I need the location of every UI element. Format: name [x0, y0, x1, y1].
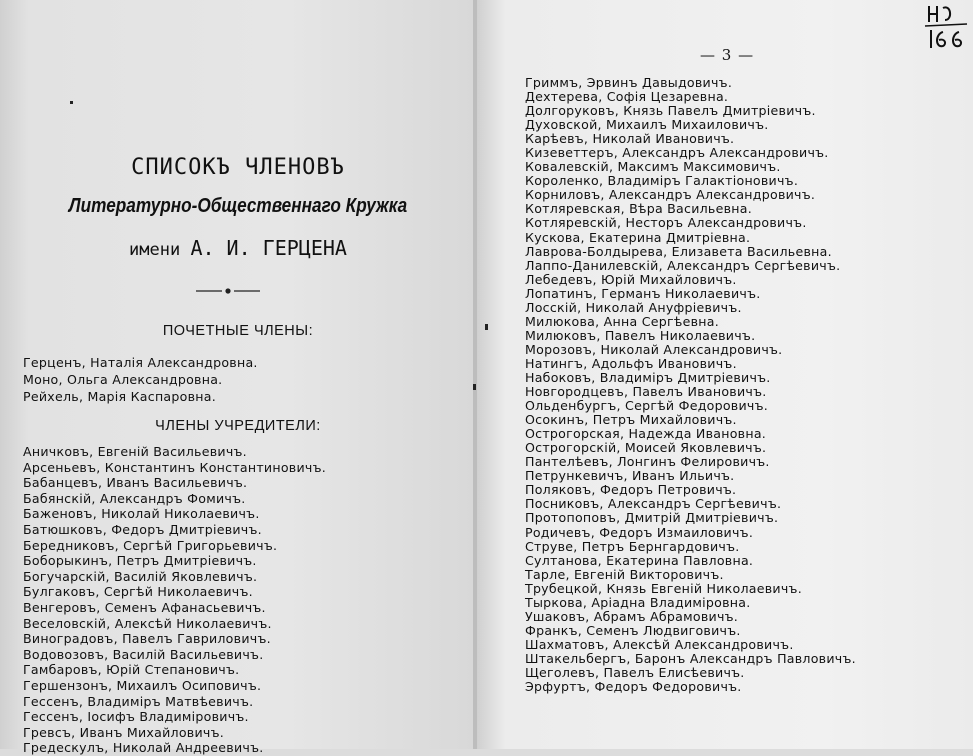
document-title: СПИСОКЪ ЧЛЕНОВЪ — [131, 155, 345, 180]
speck-mark — [70, 101, 73, 104]
founder-entry: Гессенъ, Владиміръ Матвѣевичъ. — [23, 693, 254, 709]
member-entry: Милюковъ, Павелъ Николаевичъ. — [525, 327, 756, 343]
honorary-members-list — [23, 354, 258, 405]
member-entry: Штакельбергъ, Баронъ Александръ Павловичъ. — [525, 650, 856, 666]
honorary-member-entry: Моно, Ольга Александровна. — [23, 372, 223, 387]
member-entry: Протопоповъ, Дмитрій Дмитріевичъ. — [525, 510, 779, 526]
member-entry: Щеголевъ, Павелъ Елисѣевичъ. — [525, 664, 745, 680]
member-entry: Поляковъ, Федоръ Петровичъ. — [525, 482, 737, 498]
member-entry: Эрфуртъ, Федоръ Федоровичъ. — [525, 679, 742, 695]
member-entry: Котляревскій, Несторъ Александровичъ. — [525, 215, 807, 231]
document-subtitle: Литературно-Общественнаго Кружка — [68, 195, 408, 217]
member-entry: Острогорскій, Моисей Яковлевичъ. — [525, 440, 767, 456]
member-entry: Посниковъ, Александръ Сергѣевичъ. — [525, 496, 782, 512]
member-entry: Короленко, Владиміръ Галактіоновичъ. — [525, 173, 799, 189]
member-entry: Пантелѣевъ, Лонгинъ Фелировичъ. — [525, 454, 770, 470]
member-entry: Петрункевичъ, Иванъ Ильичъ. — [525, 468, 735, 484]
member-entry: Натингъ, Адольфъ Ивановичъ. — [525, 355, 737, 371]
member-entry: Долгоруковъ, Князь Павелъ Дмитріевичъ. — [525, 103, 816, 119]
founder-entry: Гревсъ, Иванъ Михайловичъ. — [23, 724, 224, 740]
member-entry: Морозовъ, Николай Александровичъ. — [525, 341, 783, 357]
honorary-members-heading: ПОЧЕТНЫЕ ЧЛЕНЫ: — [162, 323, 314, 339]
member-entry: Струве, Петръ Бернгардовичъ. — [525, 538, 740, 554]
member-entry: Карѣевъ, Николай Ивановичъ. — [525, 131, 735, 147]
member-entry: Новгородцевъ, Павелъ Ивановичъ. — [525, 384, 767, 400]
member-entry: Кускова, Екатерина Дмитріевна. — [525, 229, 751, 245]
founder-entry: Венгеровъ, Семенъ Афанасьевичъ. — [23, 599, 266, 615]
founder-entry: Бабанцевъ, Иванъ Васильевичъ. — [23, 475, 248, 491]
dedication-name: А. И. ГЕРЦЕНА — [190, 236, 347, 260]
founders-list — [23, 444, 326, 756]
member-entry: Гриммъ, Эрвинъ Давыдовичъ. — [525, 75, 733, 90]
founder-entry: Гамбаровъ, Юрій Степановичъ. — [23, 662, 240, 678]
member-entry: Набоковъ, Владиміръ Дмитріевичъ. — [525, 369, 771, 385]
document-dedication — [0, 236, 476, 260]
shelf-mark-handwritten — [923, 2, 969, 50]
founder-entry: Бабянскій, Александръ Фомичъ. — [23, 490, 246, 506]
members-list — [525, 76, 856, 694]
dedication-prefix: имени — [129, 240, 181, 260]
founder-entry: Булгаковъ, Сергѣй Николаевичъ. — [23, 584, 253, 600]
speck-mark — [485, 324, 488, 330]
founder-entry: Бередниковъ, Сергѣй Григорьевичъ. — [23, 537, 278, 553]
founder-entry: Аничковъ, Евгеній Васильевичъ. — [23, 444, 247, 459]
member-entry: Лопатинъ, Германъ Николаевичъ. — [525, 285, 761, 301]
member-entry: Кизеветтеръ, Александръ Александровичъ. — [525, 145, 829, 161]
member-entry: Корниловъ, Александръ Александровичъ. — [525, 187, 816, 203]
member-entry: Дехтерева, Софія Цезаревна. — [525, 89, 729, 105]
member-entry: Тарле, Евгеній Викторовичъ. — [525, 566, 724, 582]
member-entry: Милюкова, Анна Сергѣевна. — [525, 313, 719, 329]
member-entry: Трубецкой, Князь Евгеній Николаевичъ. — [525, 580, 802, 596]
member-entry: Лосскій, Николай Ануфріевичъ. — [525, 299, 742, 315]
founder-entry: Батюшковъ, Федоръ Дмитріевичъ. — [23, 521, 262, 537]
founder-entry: Гессенъ, Іосифъ Владиміровичъ. — [23, 709, 249, 725]
member-entry: Султанова, Екатерина Павловна. — [525, 552, 754, 568]
member-entry: Лебедевъ, Юрій Михайловичъ. — [525, 271, 737, 287]
member-entry: Ушаковъ, Абрамъ Абрамовичъ. — [525, 608, 739, 624]
founder-entry: Арсеньевъ, Константинъ Константиновичъ. — [23, 459, 327, 475]
member-entry: Духовской, Михаилъ Михаиловичъ. — [525, 117, 769, 133]
founder-entry: Боборыкинъ, Петръ Дмитріевичъ. — [23, 553, 257, 569]
member-entry: Ковалевскій, Максимъ Максимовичъ. — [525, 159, 781, 175]
member-entry: Острогорская, Надежда Ивановна. — [525, 426, 767, 442]
honorary-member-entry: Герценъ, Наталія Александровна. — [23, 355, 258, 370]
member-entry: Лаврова-Болдырева, Елизавета Васильевна. — [525, 243, 832, 259]
honorary-member-entry: Рейхель, Марія Каспаровна. — [23, 389, 216, 404]
ornament-divider-icon — [196, 287, 260, 295]
member-entry: Лаппо-Данилевскій, Александръ Сергѣевичъ. — [525, 257, 841, 273]
founder-entry: Веселовскій, Алексѣй Николаевичъ. — [23, 615, 272, 631]
founder-entry: Гершензонъ, Михаилъ Осиповичъ. — [23, 677, 262, 693]
member-entry: Шахматовъ, Алексѣй Александровичъ. — [525, 636, 794, 652]
member-entry: Родичевъ, Федоръ Измаиловичъ. — [525, 524, 754, 540]
member-entry: Ольденбургъ, Сергѣй Федоровичъ. — [525, 398, 769, 414]
founder-entry: Баженовъ, Николай Николаевичъ. — [23, 506, 260, 522]
page-number: — 3 — — [700, 46, 755, 64]
founder-entry: Гредескулъ, Николай Андреевичъ. — [23, 740, 264, 756]
member-entry: Осокинъ, Петръ Михайловичъ. — [525, 412, 737, 428]
book-spine — [473, 0, 477, 749]
member-entry: Котляревская, Вѣра Васильевна. — [525, 201, 752, 217]
speck-mark — [473, 384, 476, 390]
founders-heading: ЧЛЕНЫ УЧРЕДИТЕЛИ: — [155, 418, 321, 434]
founder-entry: Водовозовъ, Василій Васильевичъ. — [23, 646, 264, 662]
member-entry: Тыркова, Аріадна Владиміровна. — [525, 594, 751, 610]
member-entry: Франкъ, Семенъ Людвиговичъ. — [525, 622, 741, 638]
founder-entry: Богучарскій, Василій Яковлевичъ. — [23, 568, 258, 584]
founder-entry: Виноградовъ, Павелъ Гавриловичъ. — [23, 631, 271, 647]
